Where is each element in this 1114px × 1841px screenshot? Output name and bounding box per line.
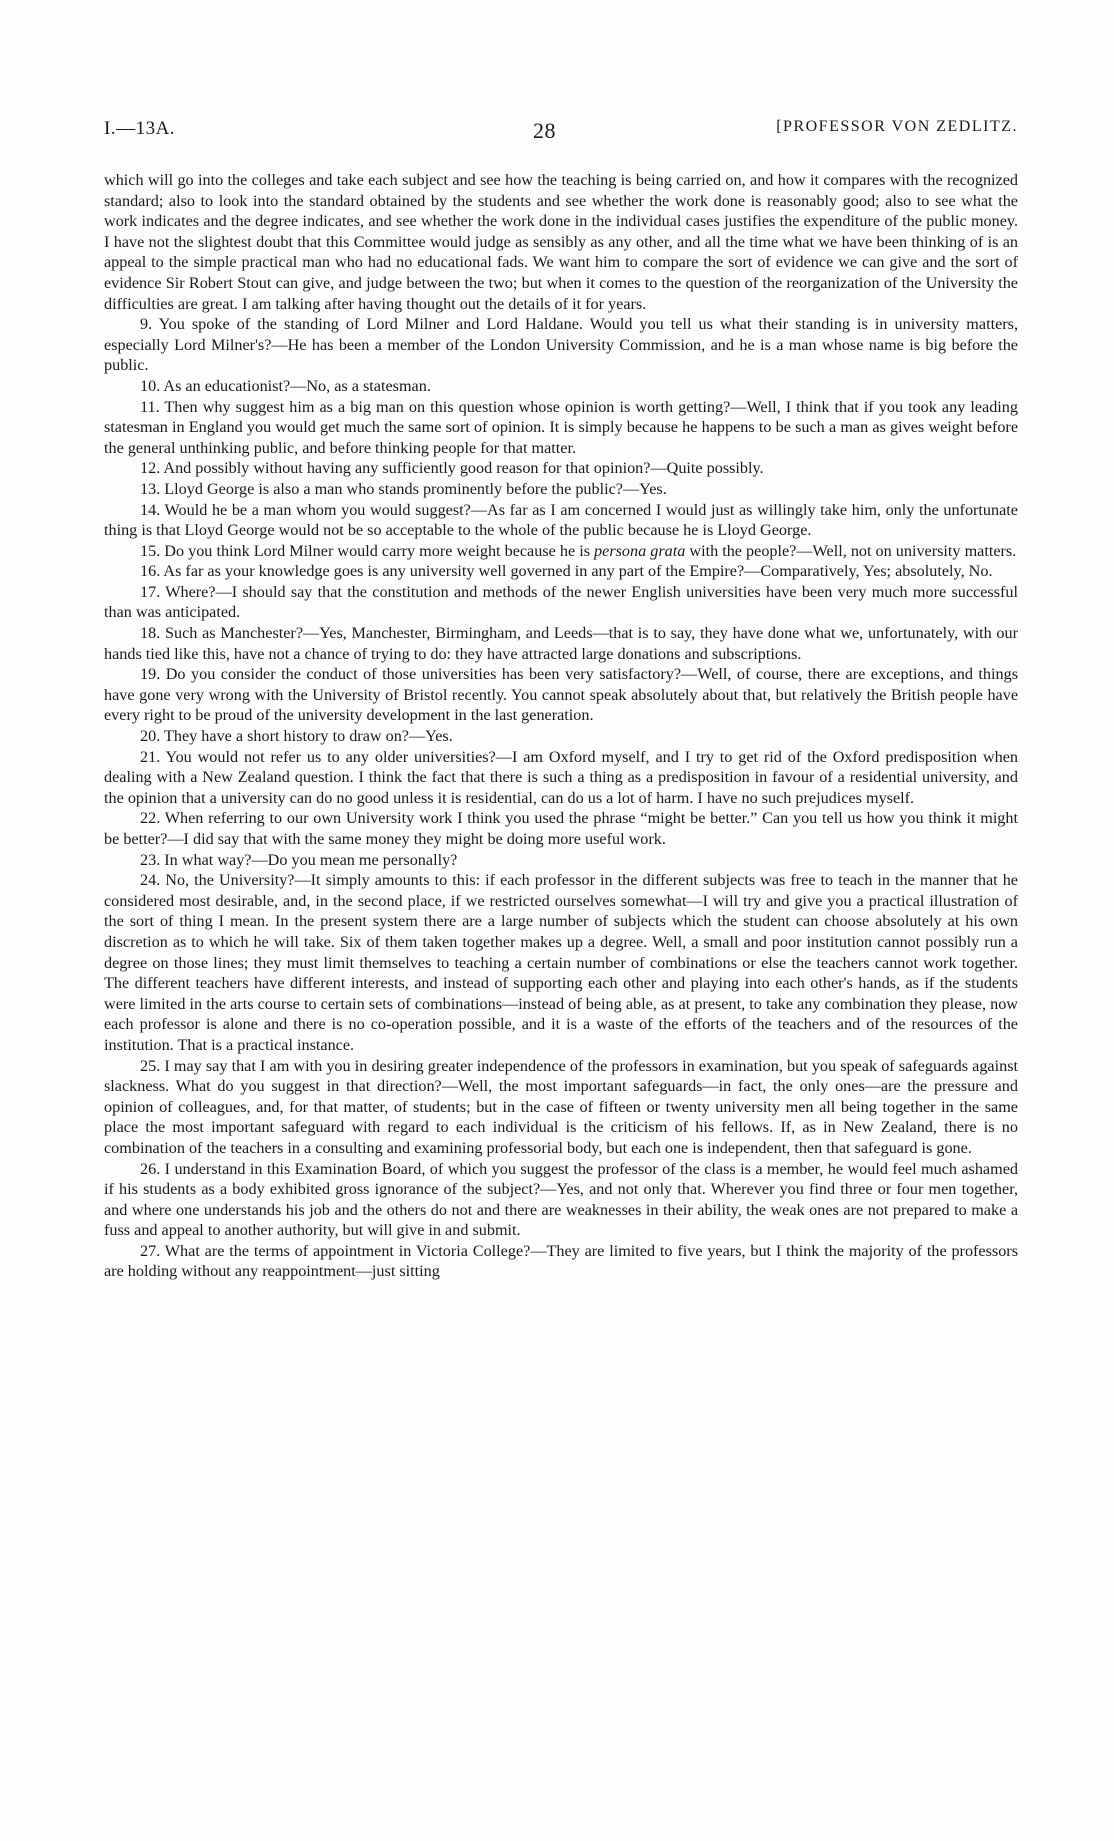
page-number: 28 (533, 118, 556, 143)
paragraph-continuation: which will go into the colleges and take each subject and see how the teaching is being carried on, and how it compares with the recognized standard; also to look into the standard obtained by the students and see whether the work done is reasonably good; also to see what the work indicates and the degree indicates, and see whether the work done in the individual cases justifies the expenditure of the public money. I have not the slightest doubt that this Committee would judge as sensibly as any other, and all the time what we have been thinking of is an appeal to the simple practical man who had no educational fads. We want him to compare the sort of evidence we can give and the sort of evidence Sir Robert Stout can give, and judge between the two; but when it comes to the question of the reorganization of the University the difficulties are great. I am talking after having thought out the details of it for years. (104, 171, 1018, 313)
question-21: 21. You would not refer us to any older universities?—I am Oxford myself, and I try to get rid of the Oxford predisposition when dealing with a New Zealand question. I think the fact that there is such a thing as a predisposition in favour of a residential university, and the opinion that a university can do no good unless it is residential, can do us a lot of harm. I have no such prejudices myself. (104, 747, 1018, 807)
question-22: 22. When referring to our own University work I think you used the phrase “might be better.” Can you tell us how you think it might be better?—I did say that with the same money they might be doing more useful work. (104, 809, 1018, 848)
evidence-text (104, 170, 1018, 1282)
paper-reference: I.—13A. (104, 118, 176, 139)
question-10: 10. As an educationist?—No, as a statesman. (140, 376, 431, 395)
page-header (104, 118, 1018, 152)
question-15 (104, 541, 1018, 562)
question-15-text-after: with the people?—Well, not on university matters. (685, 541, 1017, 560)
question-27: 27. What are the terms of appointment in Victoria College?—They are limited to five years, but I think the majority of the professors are holding without any reappointment—just sitting (104, 1241, 1018, 1281)
question-11: 11. Then why suggest him as a big man on this question whose opinion is worth getting?—Well, I think that if you took any leading statesman in England you would get much the same sort of opinion. It is simply because he happens to be such a man as gives weight before the general unthinking public, and before thinking people for that matter. (104, 397, 1018, 457)
question-25: 25. I may say that I am with you in desiring greater independence of the professors in examination, but you speak of safeguards against slackness. What do you suggest in that direction?—Well, the most important safeguards—in fact, the only ones—are the pressure and opinion of colleagues, and, for that matter, of students; but in the case of fifteen or twenty university men all being together in the same place the most important safeguard with regard to each individual is the criticism of his fellows. If, as in New Zealand, there is no combination of the teachers in a consulting and examining professorial body, but each one is independent, then that safeguard is gone. (104, 1056, 1018, 1157)
question-17: 17. Where?—I should say that the constitution and methods of the newer English universities have been very much more successful than was anticipated. (104, 582, 1018, 622)
question-19: 19. Do you consider the conduct of those universities has been very satisfactory?—Well, of course, there are exceptions, and things have gone very wrong with the University of Bristol recently. You cannot speak absolutely about that, but relatively the British people have every right to be proud of the university development in the last generation. (104, 665, 1018, 725)
question-24: 24. No, the University?—It simply amounts to this: if each professor in the different subjects was free to teach in the manner that he considered most desirable, and, in the second place, if we restricted ourselves somewhat—I will try and give you a practical illustration of the sort of thing I mean. In the present system there are a large number of subjects which the student can choose absolutely at his own discretion as to which he will take. Six of them taken together makes up a degree. Well, a small and poor institution cannot possibly run a degree on those lines; they must limit themselves to teaching a certain number of combinations or else the teachers cannot work together. The different teachers have different interests, and instead of supporting each other and playing into each other's hands, as if the students were limited in the arts course to certain sets of combinations—instead of being able, as at present, to take any combination they please, now each professor is alone and there is no co-operation possible, and it is a waste of the efforts of the teachers and of the resources of the institution. That is a practical instance. (104, 871, 1018, 1054)
question-13: 13. Lloyd George is also a man who stands prominently before the public?—Yes. (140, 479, 667, 498)
question-18: 18. Such as Manchester?—Yes, Manchester, Birmingham, and Leeds—that is to say, they have done what we, unfortunately, with our hands tied like this, have not a chance of trying to do: they have attracted large donations and subscriptions. (104, 624, 1018, 663)
question-9: 9. You spoke of the standing of Lord Milner and Lord Haldane. Would you tell us what their standing is in university matters, especially Lord Milner's?—He has been a member of the London University Commission, and he is a man whose name is big before the public. (104, 315, 1018, 375)
question-15-text-before: 15. Do you think Lord Milner would carry more weight because he is (140, 541, 595, 560)
question-16: 16. As far as your knowledge goes is any university well governed in any part of the Empire?—Comparatively, Yes; absolutely, No. (140, 562, 993, 581)
question-26: 26. I understand in this Examination Board, of which you suggest the professor of the class is a member, he would feel much ashamed if his students as a body exhibited gross ignorance of the subject?—Yes, and not only that. Wherever you find three or four men together, and where one understands his job and the others do not and there are weaknesses in their ability, the weak ones are not prepared to make a fuss and appeal to another authority, but will give in and submit. (104, 1159, 1018, 1240)
question-12: 12. And possibly without having any sufficiently good reason for that opinion?—Quite possibly. (140, 459, 764, 478)
question-20: 20. They have a short history to draw on?—Yes. (140, 727, 453, 746)
witness-heading: [PROFESSOR VON ZEDLITZ. (776, 118, 1018, 135)
question-23: 23. In what way?—Do you mean me personally? (140, 850, 458, 869)
question-15-italic-phrase: persona grata (594, 541, 686, 560)
question-14: 14. Would he be a man whom you would suggest?—As far as I am concerned I would just as willingly take him, only the unfortunate thing is that Lloyd George would not be so acceptable to the whole of the public because he is Lloyd George. (104, 500, 1018, 540)
